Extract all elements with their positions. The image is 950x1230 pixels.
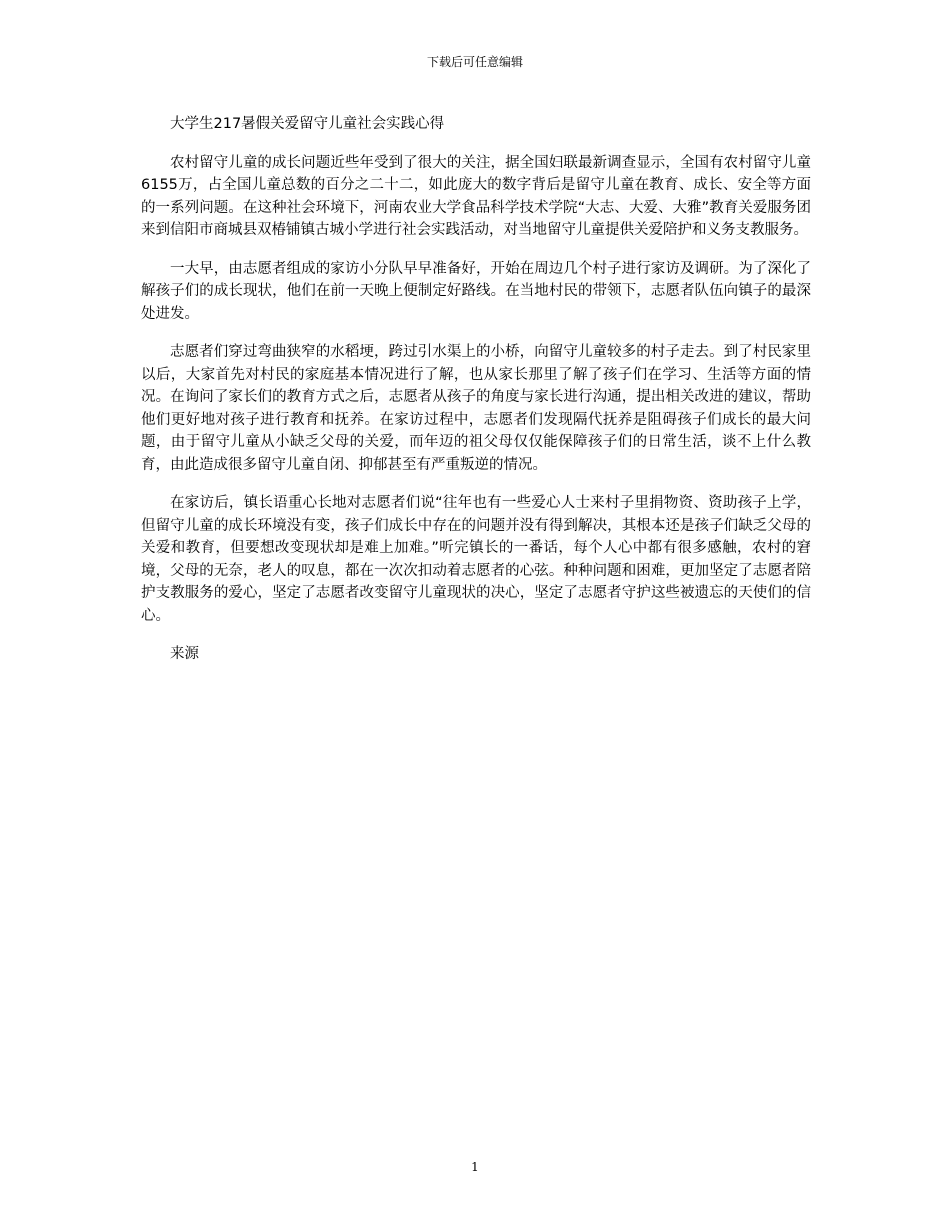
page-footer — [0, 1159, 950, 1175]
paragraph-intro: 农村留守儿童的成长问题近些年受到了很大的关注，据全国妇联最新调查显示，全国有农村留守儿童6155万，占全国儿童总数的百分之二十二，如此庞大的数字背后是留守儿童在教育、成长、安全等方面的一系列问题。在这种社会环境下，河南农业大学食品科学技术学院“大志、大爱、大雅”教育关爱服务团来到信阳市商城县双椿铺镇古城小学进行社会实践活动，对当地留守儿童提供关爱陪护和义务支教服务。 — [141, 154, 811, 238]
page-header — [0, 54, 950, 70]
paragraph-source: 来源 — [170, 646, 199, 662]
paragraph-findings: 志愿者们穿过弯曲狭窄的水稻埂，跨过引水渠上的小桥，向留守儿童较多的村子走去。到了村民家里以后，大家首先对村民的家庭基本情况进行了解，也从家长那里了解了孩子们在学习、生活等方面的情况。在询问了家长们的教育方式之后，志愿者从孩子的角度与家长进行沟通，提出相关改进的建议，帮助他们更好地对孩子进行教育和抚养。在家访过程中，志愿者们发现隔代抚养是阻碍孩子们成长的最大问题，由于留守儿童从小缺乏父母的关爱，而年迈的祖父母仅仅能保障孩子们的日常生活，谈不上什么教育，由此造成很多留守儿童自闭、抑郁甚至有严重叛逆的情况。 — [141, 344, 811, 473]
page-number: 1 — [471, 1160, 479, 1174]
document-body — [141, 113, 811, 682]
document-title: 大学生217暑假关爱留守儿童社会实践心得 — [170, 116, 445, 132]
paragraph-home-visit: 一大早，由志愿者组成的家访小分队早早准备好，开始在周边几个村子进行家访及调研。为了深化了解孩子们的成长现状，他们在前一天晚上便制定好路线。在当地村民的带领下，志愿者队伍向镇子的最深处进发。 — [141, 260, 811, 322]
header-note: 下载后可任意编辑 — [426, 55, 523, 69]
paragraph-mayor-talk: 在家访后，镇长语重心长地对志愿者们说“往年也有一些爱心人士来村子里捐物资、资助孩子上学，但留守儿童的成长环境没有变，孩子们成长中存在的问题并没有得到解决，其根本还是孩子们缺乏父母的关爱和教育，但要想改变现状却是难上加难。”听完镇长的一番话，每个人心中都有很多感触，农村的窘境，父母的无奈，老人的叹息，都在一次次扣动着志愿者的心弦。种种问题和困难，更加坚定了志愿者陪护支教服务的爱心，坚定了志愿者改变留守儿童现状的决心，坚定了志愿者守护这些被遗忘的天使们的信心。 — [141, 495, 811, 624]
